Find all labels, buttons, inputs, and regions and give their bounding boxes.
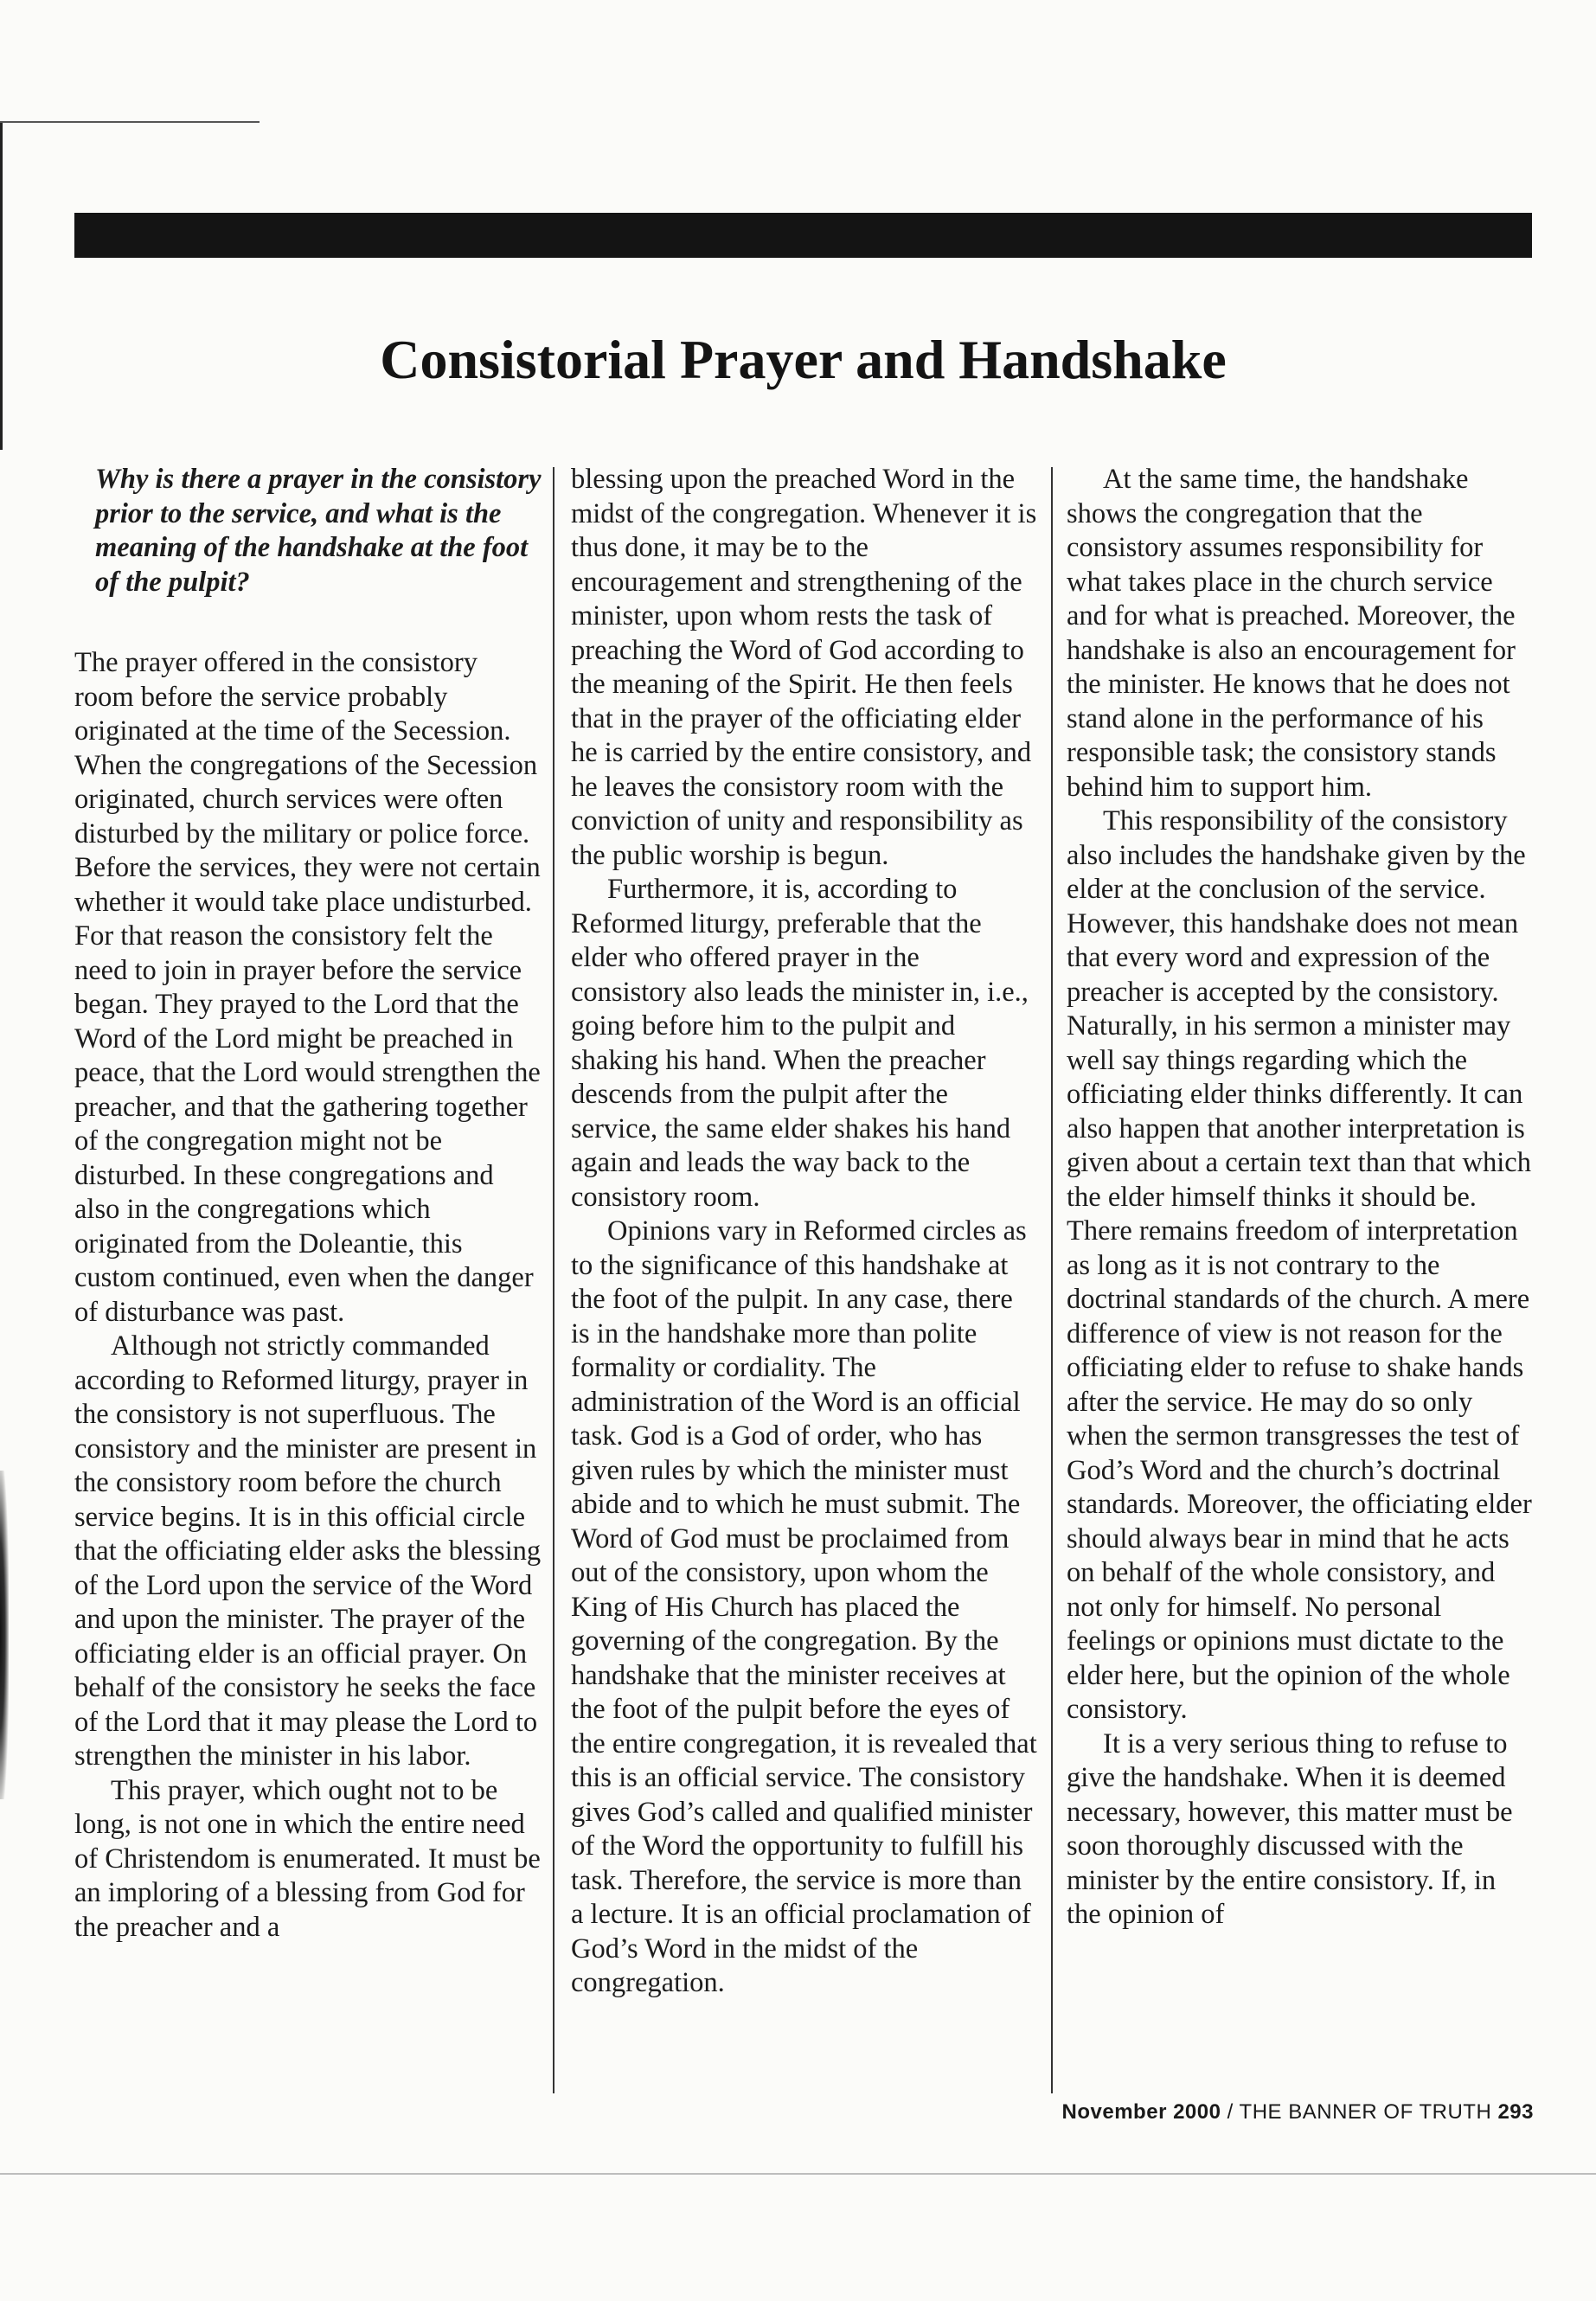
article-title: Consistorial Prayer and Handshake [380,329,1227,390]
column-divider [553,467,554,2093]
paragraph: It is a very serious thing to refuse to give the handshake. When it is deemed necessary, however, this matter must be soon thoroughly discussed with the minister by the entire consistory. If, in the opinion of [1067,1727,1513,1930]
paragraph: Furthermore, it is, according to Reformed liturgy, preferable that the elder who offered prayer in the consistory also leads the minister in, i.e., going before him to the pulpit and shaking his hand. When the preacher descends from the pulpit after the service, the same elder shakes his hand again and leads the way back to the consistory room. [571,874,1029,1213]
column-2 [571,463,1038,2001]
paragraph: This prayer, which ought not to be long, is not one in which the entire need of Christendom is enumerated. It must be an imploring of a blessing from God for the preacher and a [74,1774,541,1943]
paragraph: blessing upon the preached Word in the midst of the congregation. Whenever it is thus done, it may be to the encouragement and strengthening of the minister, upon whom rests the task of preaching the Word of God according to the meaning of the Spirit. He then feels that in the prayer of the officiating elder he is carried by the entire consistory, and he leaves the consistory room with the conviction of unity and responsibility as the public worship is begun. [571,464,1037,871]
column-1 [74,463,542,1945]
header-banner-bar [74,213,1532,258]
paragraph: At the same time, the handshake shows the congregation that the consistory assumes responsibility for what takes place in the church service and for what is preached. Moreover, the handshake is also an encouragement for the minister. He knows that he does not stand alone in the performance of his responsible task; the consistory stands behind him to support him. [1067,464,1516,803]
bottom-rule [0,2173,1596,2175]
page-footer [1062,2100,1534,2125]
footer-date: November 2000 [1061,2100,1221,2124]
question-text: Why is there a prayer in the consistory prior to the service, and what is the meaning of the handshake at the foot of the pulpit? [95,464,542,598]
top-rule [0,121,260,123]
paragraph: The prayer offered in the consistory room before the service probably originated at the time of the Secession. When the congregations of the Secession originated, church services were often disturbed by the military or police force. Before the services, they were not certain whether it would take place undisturbed. For that reason the consistory felt the need to join in prayer before the service began. They prayed to the Lord that the Word of the Lord might be preached in peace, that the Lord would strengthen the preacher, and that the gathering together of the congregation might not be disturbed. In these congregations and also in the congregations which originated from the Doleantie, this custom continued, even when the danger of disturbance was past. [74,647,541,1328]
footer-publication: THE BANNER OF TRUTH [1239,2100,1492,2124]
column-3 [1067,463,1534,1932]
paragraph: Although not strictly commanded according to Reformed liturgy, prayer in the consistory is not superfluous. The consistory and the minister are present in the consistory room before the church service begins. It is in this official circle that the officiating elder asks the blessing of the Lord upon the service of the Word and upon the minister. The prayer of the officiating elder is an official prayer. On behalf of the consistory he seeks the face of the Lord that it may please the Lord to strengthen the minister in his labor. [74,1330,542,1772]
paragraph: Opinions vary in Reformed circles as to the significance of this handshake at the foot of the pulpit. In any case, there is in the handshake more than polite formality or cordiality. The administration of the Word is an official task. God is a God of order, who has given rules by which the minister must abide and to which he must submit. The Word of God must be proclaimed from out of the consistory, upon whom the King of His Church has placed the governing of the congregation. By the handshake that the minister receives at the foot of the pulpit before the eyes of the entire congregation, it is revealed that this is an official service. The consistory gives God’s called and qualified minister of the Word the opportunity to fulfill his task. Therefore, the service is more than a lecture. It is an official proclamation of God’s Word in the midst of the congregation. [571,1215,1037,1998]
scan-artifact [0,1471,9,1799]
page-number: 293 [1497,2100,1534,2124]
column-divider [1051,467,1053,2093]
footer-separator: / [1227,2100,1234,2124]
paragraph: This responsibility of the consistory also includes the handshake given by the elder at the conclusion of the service. However, this handshake does not mean that every word and expression of the preacher is accepted by the consistory. Naturally, in his sermon a minister may well say things regarding which the officiating elder thinks differently. It can also happen that another interpretation is given about a certain text than that which the elder himself thinks it should be. There remains freedom of interpretation as long as it is not contrary to the doctrinal standards of the church. A mere difference of view is not reason for the officiating elder to refuse to shake hands after the service. He may do so only when the sermon transgresses the test of God’s Word and the church’s doctrinal standards. Moreover, the officiating elder should always bear in mind that he acts on behalf of the whole consistory, and not only for himself. No personal feelings or opinions must dictate to the elder here, but the opinion of the whole consistory. [1067,805,1532,1725]
scan-edge [0,121,3,450]
